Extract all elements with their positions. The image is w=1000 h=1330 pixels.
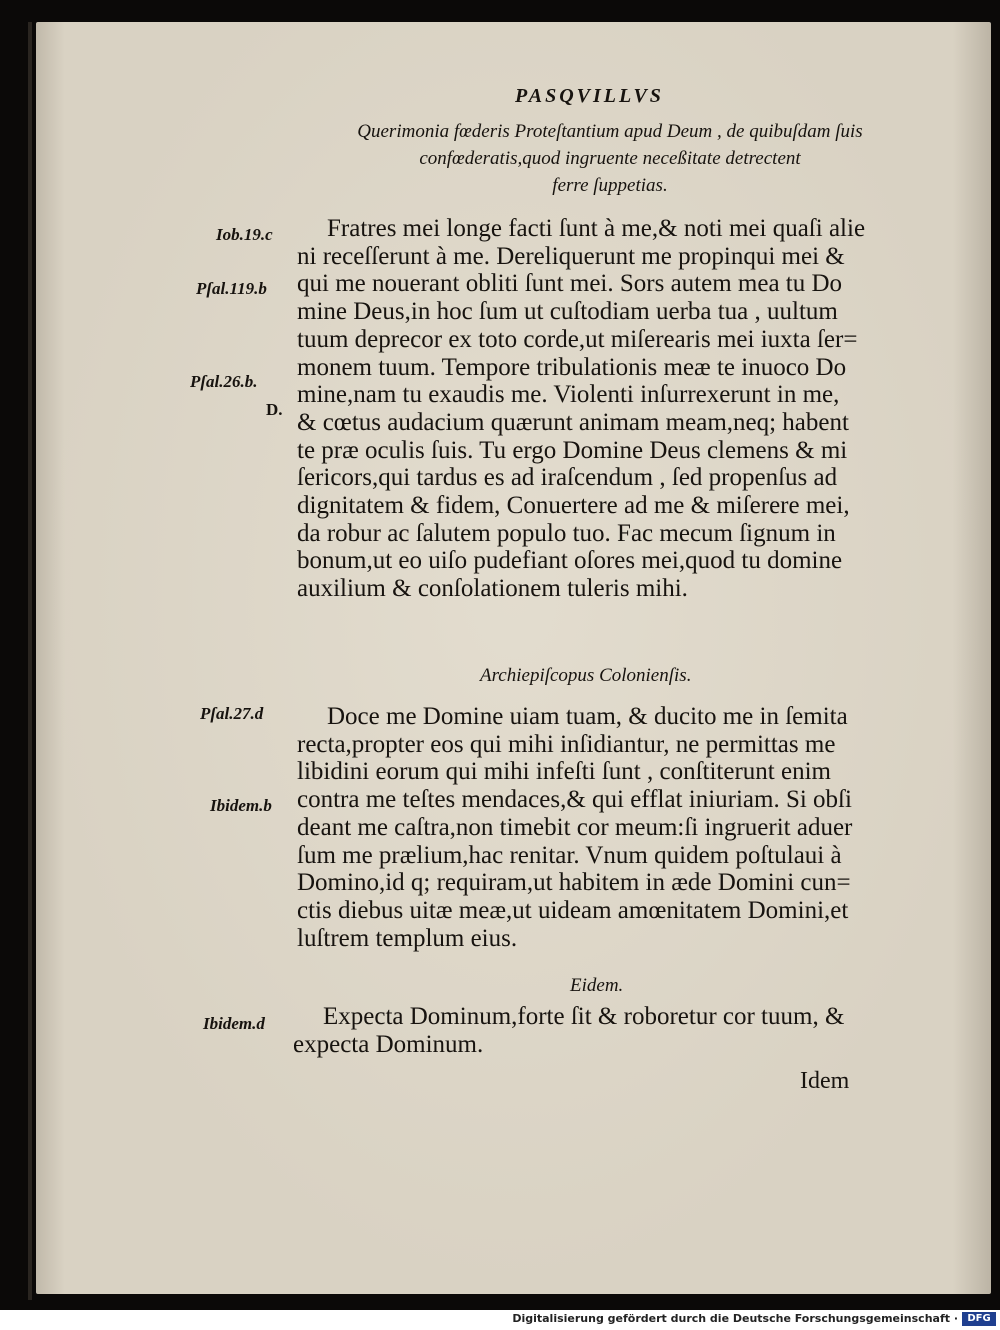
- page-edge-shadow: [28, 22, 32, 1300]
- text-line: Fratres mei longe facti ſunt à me,& noti mei quaſi alie: [327, 215, 866, 242]
- text-line: Expecta Dominum,forte ſit & roboretur cor tuum, &: [323, 1003, 845, 1030]
- footer-bar: [0, 1310, 1000, 1330]
- text-line: qui me nouerant obliti ſunt mei. Sors autem mea tu Do: [297, 270, 843, 298]
- text-line: Domino,id q; requiram,ut habitem in æde Domini cun=: [297, 869, 851, 897]
- book-page: [36, 22, 991, 1294]
- text-line: da robur ac ſalutem populo tuo. Fac mecum ſignum in: [297, 519, 836, 547]
- paragraph-querimonia: [297, 215, 937, 603]
- text-line: mine Deus,in hoc ſum ut cuſtodiam uerba tua , uultum: [297, 298, 838, 326]
- section-heading: [300, 118, 920, 199]
- catchword: Idem: [800, 1068, 850, 1094]
- funding-notice: Digitalisierung gefördert durch die Deutsche Forschungsgemeinschaft ·: [512, 1312, 958, 1325]
- margin-reference: Pſal.26.b.: [190, 372, 258, 391]
- text-line: libidini eorum qui mihi infeſti ſunt , conſtiterunt enim: [297, 758, 831, 786]
- text-line: dignitatem & fidem, Conuertere ad me & miſerere mei,: [297, 492, 850, 520]
- heading-line: confœderatis,quod ingruente neceßitate detrectent: [419, 148, 801, 169]
- text-line: tuum deprecor ex toto corde,ut miſerearis mei iuxta ſer=: [297, 325, 858, 353]
- text-line: ctis diebus uitæ meæ,ut uideam amœnitatem Domini,et: [297, 896, 849, 924]
- text-line: monem tuum. Tempore tribulationis meæ te inuoco Do: [297, 353, 847, 381]
- margin-reference: D.: [266, 400, 283, 419]
- text-line: & cœtus audacium quærunt animam meam,neq; habent: [297, 408, 849, 436]
- text-line: ſericors,qui tardus es ad iraſcendum , ſed propenſus ad: [297, 464, 838, 492]
- paragraph-eidem: [293, 1003, 933, 1058]
- text-line: expecta Dominum.: [293, 1030, 484, 1058]
- text-line: ſum me prælium,hac renitar. Vnum quidem poſtulaui à: [297, 841, 842, 869]
- margin-reference: Ibidem.d: [203, 1014, 265, 1033]
- heading-line: ferre ſuppetias.: [552, 175, 668, 196]
- text-line: mine,nam tu exaudis me. Violenti inſurrexerunt in me,: [297, 381, 840, 409]
- subheading-eidem: Eidem.: [570, 975, 624, 996]
- text-line: deant me caſtra,non timebit cor meum:ſi ingruerit aduer: [297, 813, 853, 841]
- text-line: recta,propter eos qui mihi inſidiantur, ne permittas me: [297, 730, 836, 758]
- dfg-logo-icon: DFG: [962, 1312, 996, 1326]
- text-line: te præ oculis ſuis. Tu ergo Domine Deus clemens & mi: [297, 436, 848, 464]
- margin-reference: Pſal.27.d: [200, 704, 264, 723]
- subheading-archiepiscopus: Archiepiſcopus Colonienſis.: [480, 665, 692, 686]
- text-line: auxilium & conſolationem tuleris mihi.: [297, 575, 688, 603]
- text-line: bonum,ut eo uiſo pudefiant oſores mei,quod tu domine: [297, 547, 843, 575]
- text-line: ni receſſerunt à me. Dereliquerunt me propinqui mei &: [297, 242, 845, 270]
- text-line: Doce me Domine uiam tuam, & ducito me in ſemita: [327, 703, 848, 730]
- text-line: luſtrem templum eius.: [297, 924, 518, 952]
- text-line: contra me teſtes mendaces,& qui efflat iniuriam. Si obſi: [297, 786, 852, 814]
- margin-reference: Pſal.119.b: [196, 279, 267, 298]
- margin-reference: Iob.19.c: [216, 225, 273, 244]
- paragraph-archiepiscopus: [297, 703, 937, 952]
- running-head: PASQVILLVS: [515, 85, 664, 107]
- margin-reference: Ibidem.b: [210, 796, 272, 815]
- heading-line: Querimonia fœderis Proteſtantium apud Deum , de quibuſdam ſuis: [357, 121, 863, 142]
